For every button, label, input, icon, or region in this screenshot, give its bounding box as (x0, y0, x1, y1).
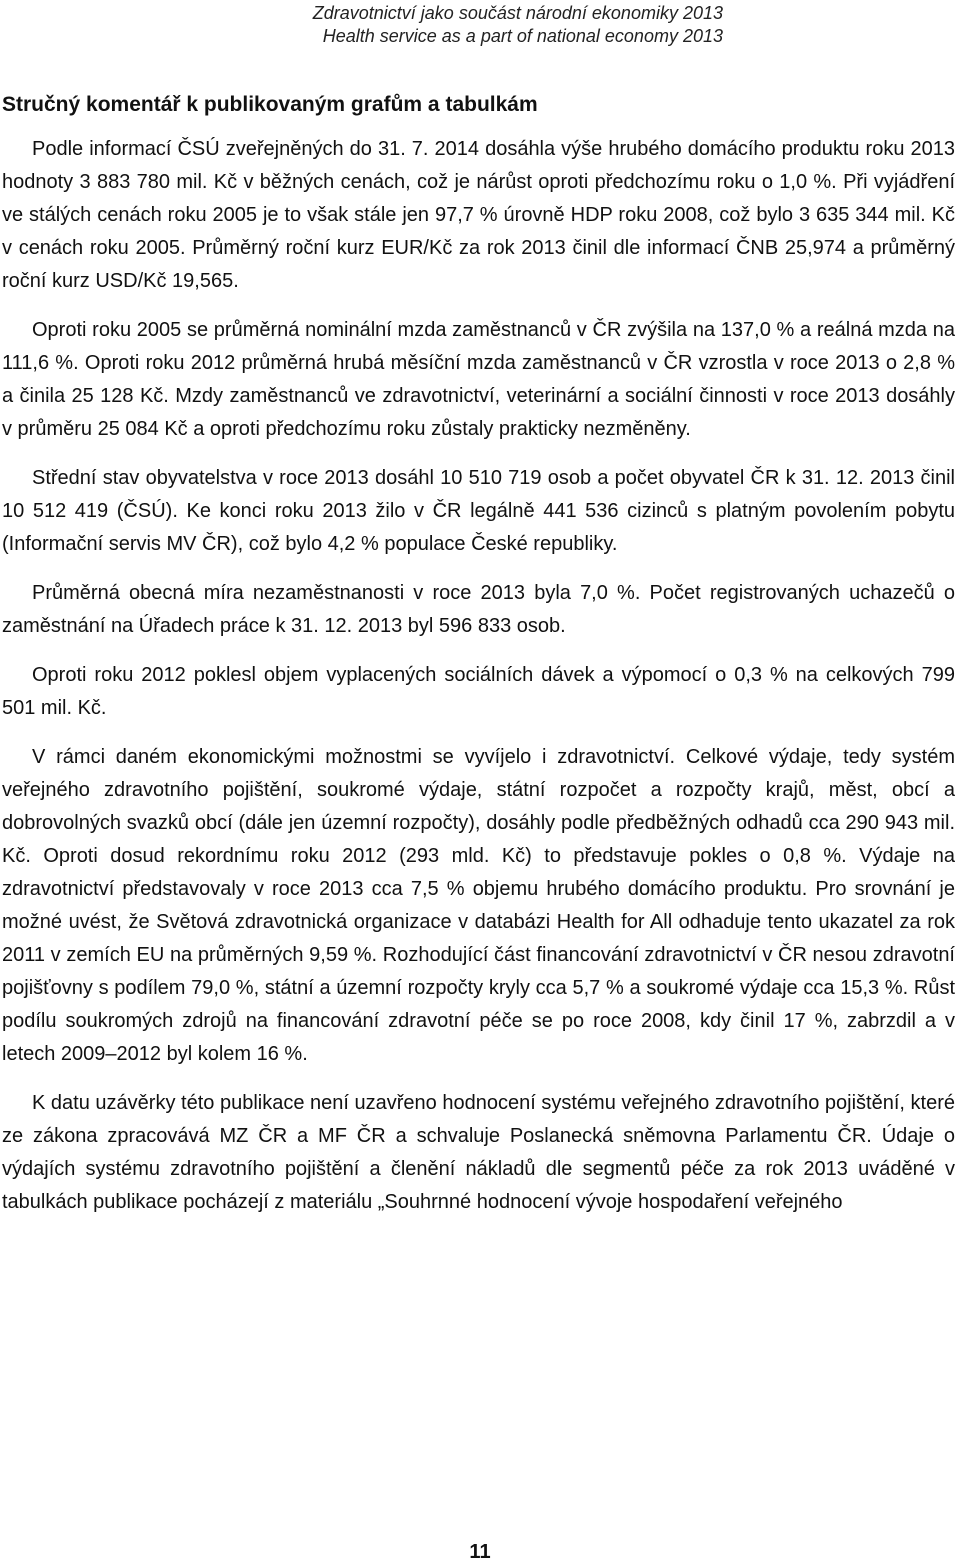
paragraph-population: Střední stav obyvatelstva v roce 2013 dosáhl 10 510 719 osob a počet obyvatel ČR k 31. 12. 2013 činil 10 512 419 (ČSÚ). Ke konci roku 2013 žilo v ČR legálně 441 536 cizinců s platným povolením pobytu (Informační servis MV ČR), což bylo 4,2 % populace České republiky. (2, 467, 955, 555)
paragraph-gdp: Podle informací ČSÚ zveřejněných do 31. 7. 2014 dosáhla výše hrubého domácího produktu roku 2013 hodnoty 3 883 780 mil. Kč v běžných cenách, což je nárůst oproti předchozímu roku o 1,0 %. Při vyjádření ve stálých cenách roku 2005 je to však stále jen 97,7 % úrovně HDP roku 2008, což bylo 3 635 344 mil. Kč v cenách roku 2005. Průměrný roční kurz EUR/Kč za rok 2013 činil dle informací ČNB 25,974 a průměrný roční kurz USD/Kč 19,565. (2, 138, 955, 292)
paragraph-unemployment: Průměrná obecná míra nezaměstnanosti v roce 2013 byla 7,0 %. Počet registrovaných uchazečů o zaměstnání na Úřadech práce k 31. 12. 2013 byl 596 833 osob. (2, 582, 955, 637)
running-header (313, 2, 723, 48)
header-title-czech: Zdravotnictví jako součást národní ekonomiky 2013 (312, 3, 723, 23)
body-text (2, 133, 955, 1235)
page-number: 11 (469, 1541, 491, 1563)
paragraph-wages: Oproti roku 2005 se průměrná nominální mzda zaměstnanců v ČR zvýšila na 137,0 % a reálná mzda na 111,6 %. Oproti roku 2012 průměrná hrubá měsíční mzda zaměstnanců v ČR vzrostla v roce 2013 o 2,8 % a činila 25 128 Kč. Mzdy zaměstnanců ve zdravotnictví, veterinární a sociální činnosti v roce 2013 dosáhly v průměru 25 084 Kč a oproti předchozímu roku zůstaly prakticky nezměněny. (2, 319, 955, 440)
paragraph-social-benefits: Oproti roku 2012 poklesl objem vyplacených sociálních dávek a výpomocí o 0,3 % na celkových 799 501 mil. Kč. (2, 664, 955, 719)
paragraph-health-expenditure: V rámci daném ekonomickými možnostmi se vyvíjelo i zdravotnictví. Celkové výdaje, tedy systém veřejného zdravotního pojištění, soukromé výdaje, státní rozpočet a rozpočty krajů, měst, obcí a dobrovolných svazků obcí (dále jen územní rozpočty), dosáhly podle předběžných odhadů cca 290 943 mil. Kč. Oproti dosud rekordnímu roku 2012 (293 mld. Kč) to představuje pokles o 0,8 %. Výdaje na zdravotnictví představovaly v roce 2013 cca 7,5 % objemu hrubého domácího produktu. Pro srovnání je možné uvést, že Světová zdravotnická organizace v databázi Health for All odhaduje tento ukazatel za rok 2011 v zemích EU na průměrných 9,59 %. Rozhodující část financování zdravotnictví v ČR nesou zdravotní pojišťovny s podílem 79,0 %, státní a územní rozpočty kryly cca 5,7 % a soukromé výdaje cca 15,3 %. Růst podílu soukromých zdrojů na financování zdravotní péče se po roce 2008, kdy činil 17 %, zabrzdil a v letech 2009–2012 byl kolem 16 %. (2, 746, 955, 1065)
paragraph-insurance-evaluation: K datu uzávěrky této publikace není uzavřeno hodnocení systému veřejného zdravotního pojištění, které ze zákona zpracovává MZ ČR a MF ČR a schvaluje Poslanecká sněmovna Parlamentu ČR. Údaje o výdajích systému zdravotního pojištění a členění nákladů dle segmentů péče za rok 2013 uváděné v tabulkách publikace pocházejí z materiálu „Souhrnné hodnocení vývoje hospodaření veřejného (2, 1092, 955, 1213)
header-title-english: Health service as a part of national economy 2013 (322, 26, 723, 46)
section-heading: Stručný komentář k publikovaným grafům a tabulkám (2, 93, 538, 116)
